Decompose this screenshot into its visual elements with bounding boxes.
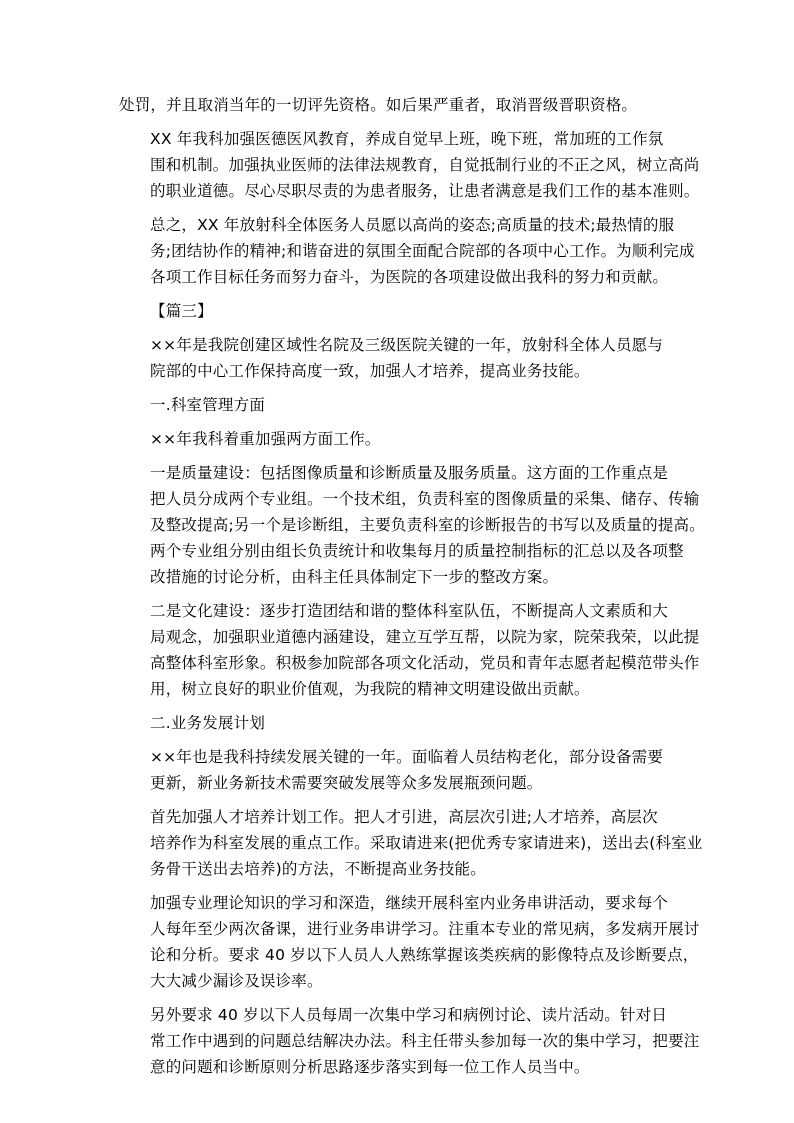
text-line: 围和机制。加强执业医师的法律法规教育，自觉抵制行业的不正之风，树立高尚 (150, 156, 700, 174)
text-line: 大大减少漏诊及误诊率。 (150, 972, 323, 990)
paragraph-intro (119, 332, 679, 384)
paragraph-culture-building (119, 598, 700, 702)
section-heading-management (119, 392, 679, 418)
paragraph-talent-plan (119, 804, 703, 882)
heading-text: 二.业务发展计划 (150, 714, 266, 732)
text-line: 改措施的讨论分析，由科主任具体制定下一步的整改方案。 (150, 568, 559, 586)
text-line: 局观念，加强职业道德内涵建设，建立互学互帮，以院为家，院荣我荣，以此提 (150, 628, 700, 646)
paragraph-development (119, 744, 679, 796)
text-line: 论和分析。要求 40 岁以下人员人人熟练掌握该类疾病的影像特点及诊断要点， (150, 946, 699, 964)
paragraph-weekly-learning (119, 1002, 700, 1080)
text-line: 务;团结协作的精神;和谐奋进的氛围全面配合院部的各项中心工作。为顺利完成 (150, 242, 695, 260)
section-heading-part-three (119, 298, 679, 324)
paragraph-medical-ethics (119, 126, 700, 204)
text-line: 高整体科室形象。积极参加院部各项文化活动，党员和青年志愿者起模范带头作 (150, 654, 700, 672)
heading-text: 一.科室管理方面 (150, 396, 266, 414)
text-line: 用，树立良好的职业价值观，为我院的精神文明建设做出贡献。 (150, 680, 590, 698)
text-line: XX 年我科加强医德医风教育，养成自觉早上班，晚下班，常加班的工作氛 (150, 130, 664, 148)
section-heading-business-plan (119, 710, 679, 736)
text-line: 更新，新业务新技术需要突破发展等众多发展瓶颈问题。 (150, 774, 543, 792)
text-line: ××年我科着重加强两方面工作。 (150, 430, 381, 448)
paragraph-quality-building (119, 460, 705, 590)
text-line: 及整改提高;另一个是诊断组，主要负责科室的诊断报告的书写以及质量的提高。 (150, 516, 705, 534)
text-line: ××年是我院创建区域性名院及三级医院关键的一年，放射科全体人员愿与 (150, 336, 664, 354)
paragraph-continuation (119, 92, 679, 118)
text-line: 培养作为科室发展的重点工作。采取请进来(把优秀专家请进来)，送出去(科室业 (150, 834, 703, 852)
text-line: 人每年至少两次备课，进行业务串讲学习。注重本专业的常见病，多发病开展讨 (150, 920, 700, 938)
paragraph-study (119, 890, 700, 994)
text-line: 务骨干送出去培养)的方法，不断提高业务技能。 (150, 860, 486, 878)
text-line: 把人员分成两个专业组。一个技术组，负责科室的图像质量的采集、储存、传输 (150, 490, 700, 508)
document-page (119, 92, 705, 1088)
text-line: 加强专业理论知识的学习和深造，继续开展科室内业务串讲活动，要求每个 (150, 894, 669, 912)
text-line: 二是文化建设：逐步打造团结和谐的整体科室队伍，不断提高人文素质和大 (150, 602, 669, 620)
text-line: 两个专业组分别由组长负责统计和收集每月的质量控制指标的汇总以及各项整 (150, 542, 684, 560)
text-line: 各项工作目标任务而努力奋斗，为医院的各项建设做出我科的努力和贡献。 (150, 268, 669, 286)
text-line: 院部的中心工作保持高度一致，加强人才培养，提高业务技能。 (150, 362, 590, 380)
text-line: 意的问题和诊断原则分析思路逐步落实到每一位工作人员当中。 (150, 1058, 590, 1076)
text-line: ××年也是我科持续发展关键的一年。面临着人员结构老化，部分设备需要 (150, 748, 664, 766)
paragraph-summary (119, 212, 695, 290)
text-line: 总之，XX 年放射科全体医务人员愿以高尚的姿态;高质量的技术;最热情的服 (150, 216, 675, 234)
text-line: 常工作中遇到的问题总结解决办法。科主任带头参加每一次的集中学习，把要注 (150, 1032, 700, 1050)
text-line: 处罚，并且取消当年的一切评先资格。如后果严重者，取消晋级晋职资格。 (119, 96, 638, 114)
paragraph-two-aspects (119, 426, 679, 452)
text-line: 另外要求 40 岁以下人员每周一次集中学习和病例讨论、读片活动。针对日 (150, 1006, 668, 1024)
text-line: 首先加强人才培养计划工作。把人才引进，高层次引进;人才培养，高层次 (150, 808, 658, 826)
text-line: 的职业道德。尽心尽职尽责的为患者服务，让患者满意是我们工作的基本准则。 (150, 182, 700, 200)
text-line: 一是质量建设：包括图像质量和诊断质量及服务质量。这方面的工作重点是 (150, 464, 669, 482)
heading-text: 【篇三】 (150, 302, 213, 320)
